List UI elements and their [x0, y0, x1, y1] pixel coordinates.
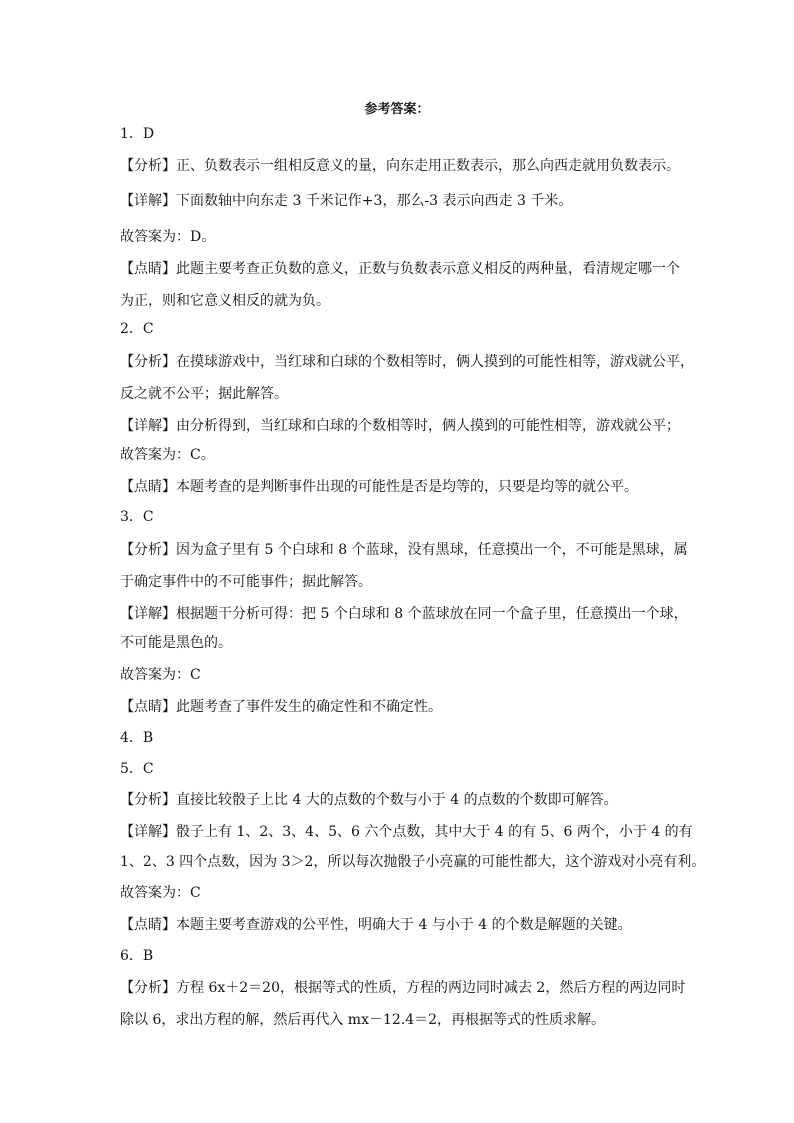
answer-line: 【点睛】此题主要考查正负数的意义，正数与负数表示意义相反的两种量，看清规定哪一个: [120, 261, 680, 277]
answer-line: 【分析】正、负数表示一组相反意义的量，向东走用正数表示，那么向西走就用负数表示。: [120, 158, 680, 174]
answer-line: 【分析】在摸球游戏中，当红球和白球的个数相等时，俩人摸到的可能性相等，游戏就公平，: [120, 354, 694, 370]
page-title: 参考答案：: [364, 102, 430, 117]
answer-line: 不可能是黑色的。: [120, 635, 232, 651]
answer-line: 反之就不公平；据此解答。: [120, 386, 288, 402]
answer-line: 于确定事件中的不可能事件；据此解答。: [120, 574, 372, 590]
answer-line: 【分析】因为盒子里有 5 个白球和 8 个蓝球，没有黑球，任意摸出一个，不可能是黑球，属: [120, 542, 688, 558]
answer-line: 【详解】根据题干分析可得：把 5 个白球和 8 个蓝球放在同一个盒子里，任意摸出一个球，: [120, 606, 688, 622]
answer-line: 【详解】下面数轴中向东走 3 千米记作+3，那么-3 表示向西走 3 千米。: [120, 193, 573, 209]
answer-line: 【点睛】本题主要考查游戏的公平性，明确大于 4 与小于 4 的个数是解题的关键。: [120, 917, 632, 933]
answer-line: 故答案为：C: [120, 667, 201, 683]
answer-line: 除以 6，求出方程的解，然后再代入 mx－12.4＝2，再根据等式的性质求解。: [120, 1012, 606, 1028]
answer-line: 6．B: [120, 948, 154, 964]
answer-line: 【分析】直接比较骰子上比 4 大的点数的个数与小于 4 的点数的个数即可解答。: [120, 792, 618, 808]
answer-line: 故答案为：C: [120, 885, 201, 901]
answer-line: 【点睛】此题考查了事件发生的确定性和不确定性。: [120, 699, 442, 715]
answer-line: 【分析】方程 6x＋2＝20，根据等式的性质，方程的两边同时减去 2，然后方程的两边同时: [120, 980, 686, 996]
answer-line: 1．D: [120, 126, 155, 142]
answer-line: 【详解】骰子上有 1、2、3、4、5、6 六个点数，其中大于 4 的有 5、6 两个，小于 4 的有: [120, 824, 693, 840]
answer-line: 【详解】由分析得到，当红球和白球的个数相等时，俩人摸到的可能性相等，游戏就公平；: [120, 418, 680, 434]
answer-line: 1、2、3 四个点数，因为 3＞2，所以每次抛骰子小亮赢的可能性都大，这个游戏对小亮有利。: [120, 854, 706, 870]
answer-line: 为正，则和它意义相反的就为负。: [120, 293, 330, 309]
answer-line: 2．C: [120, 321, 154, 337]
answer-line: 5．C: [120, 761, 154, 777]
answer-line: 故答案为：C。: [120, 447, 215, 463]
answer-line: 故答案为：D。: [120, 229, 216, 245]
answer-line: 4．B: [120, 730, 154, 746]
answer-line: 【点睛】本题考查的是判断事件出现的可能性是否是均等的，只要是均等的就公平。: [120, 479, 638, 495]
answer-line: 3．C: [120, 509, 154, 525]
